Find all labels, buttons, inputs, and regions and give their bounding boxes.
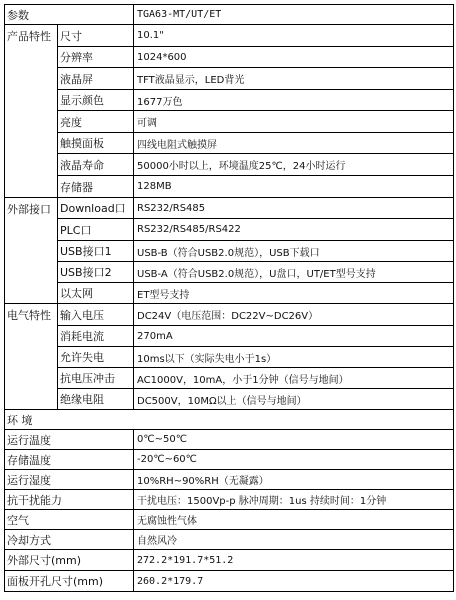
- row-value: RS232/RS485: [134, 198, 454, 219]
- row-label: 运行湿度: [4, 470, 134, 490]
- table-row: [4, 450, 454, 470]
- table-row: [4, 368, 454, 389]
- table-row: [4, 68, 454, 90]
- row-value: 10%RH~90%RH（无凝露）: [134, 470, 454, 490]
- row-label: 运行温度: [4, 430, 134, 450]
- row-label: 尺寸: [58, 25, 134, 47]
- table-row: [4, 262, 454, 283]
- row-value: 0℃~50℃: [134, 430, 454, 450]
- row-value: 270mA: [134, 326, 454, 347]
- table-row: [4, 219, 454, 241]
- row-value: DC24V（电压范围：DC22V~DC26V）: [134, 304, 454, 326]
- row-label: 冷却方式: [4, 530, 134, 550]
- row-label: 抗电压冲击: [58, 368, 134, 389]
- table-row: [4, 430, 454, 450]
- table-row: [4, 154, 454, 176]
- row-label: 分辨率: [58, 47, 134, 68]
- row-label: 存储器: [58, 176, 134, 198]
- row-value: RS232/RS485/RS422: [134, 219, 454, 241]
- row-label: 输入电压: [58, 304, 134, 326]
- row-value: 272.2*191.7*51.2: [134, 550, 454, 571]
- table-row: [4, 530, 454, 550]
- row-value: -20℃~60℃: [134, 450, 454, 470]
- table-row: [4, 241, 454, 262]
- table-row: [4, 90, 454, 111]
- row-label: 以太网: [58, 283, 134, 304]
- table-row: [4, 111, 454, 133]
- row-value: 无腐蚀性气体: [134, 510, 454, 530]
- spec-table: [4, 4, 454, 596]
- row-label: PLC口: [58, 219, 134, 241]
- row-value: 自然风冷: [134, 530, 454, 550]
- table-row: [4, 347, 454, 368]
- row-value: 1677万色: [134, 90, 454, 111]
- environment-header-row: [4, 410, 454, 430]
- row-value: 128MB: [134, 176, 454, 198]
- row-label: 液晶寿命: [58, 154, 134, 176]
- header-param-label: 参数: [4, 5, 134, 25]
- row-value: TFT液晶显示，LED背光: [134, 68, 454, 90]
- table-row: [4, 133, 454, 154]
- row-value: 1024*600: [134, 47, 454, 68]
- row-value: AC1000V，10mA，小于1分钟（信号与地间）: [134, 368, 454, 389]
- row-value: 四线电阻式触摸屏: [134, 133, 454, 154]
- table-row: [4, 47, 454, 68]
- row-label: 允许失电: [58, 347, 134, 368]
- row-value: 10ms以下（实际失电小于1s）: [134, 347, 454, 368]
- table-row: [4, 283, 454, 304]
- row-value: USB-A（符合USB2.0规范），U盘口，UT/ET型号支持: [134, 262, 454, 283]
- table-row: [4, 25, 454, 47]
- row-label: 外部尺寸(mm): [4, 550, 134, 571]
- table-row: [4, 510, 454, 530]
- row-value: 干扰电压：1500Vp-p 脉冲周期：1us 持续时间：1分钟: [134, 490, 454, 510]
- table-row: [4, 176, 454, 198]
- row-label: USB接口2: [58, 262, 134, 283]
- row-label: 消耗电流: [58, 326, 134, 347]
- row-value: 可调: [134, 111, 454, 133]
- row-label: 触摸面板: [58, 133, 134, 154]
- row-label: 绝缘电阻: [58, 389, 134, 410]
- row-label: 显示颜色: [58, 90, 134, 111]
- table-row: [4, 490, 454, 510]
- row-value: USB-B（符合USB2.0规范），USB下载口: [134, 241, 454, 262]
- table-row: [4, 571, 454, 592]
- row-value: ET型号支持: [134, 283, 454, 304]
- table-row: [4, 304, 454, 326]
- row-label: 亮度: [58, 111, 134, 133]
- group-label-electrical: 电气特性: [4, 304, 58, 410]
- row-value: DC500V，10MΩ以上（信号与地间）: [134, 389, 454, 410]
- header-row: [4, 5, 454, 25]
- row-label: USB接口1: [58, 241, 134, 262]
- group-label-interfaces: 外部接口: [4, 198, 58, 304]
- row-label: 面板开孔尺寸(mm): [4, 571, 134, 592]
- row-label: 空气: [4, 510, 134, 530]
- table-row: [4, 198, 454, 219]
- row-value: 50000小时以上，环境温度25℃，24小时运行: [134, 154, 454, 176]
- table-row: [4, 470, 454, 490]
- header-model: TGA63-MT/UT/ET: [134, 5, 454, 25]
- group-label-product: 产品特性: [4, 25, 58, 198]
- table-row: [4, 550, 454, 571]
- row-label: 存储温度: [4, 450, 134, 470]
- row-value: 260.2*179.7: [134, 571, 454, 592]
- row-value: 10.1": [134, 25, 454, 47]
- environment-title: 环 境: [4, 410, 454, 430]
- row-label: Download口: [58, 198, 134, 219]
- row-label: 抗干扰能力: [4, 490, 134, 510]
- table-row: [4, 389, 454, 410]
- table-row: [4, 326, 454, 347]
- row-label: 液晶屏: [58, 68, 134, 90]
